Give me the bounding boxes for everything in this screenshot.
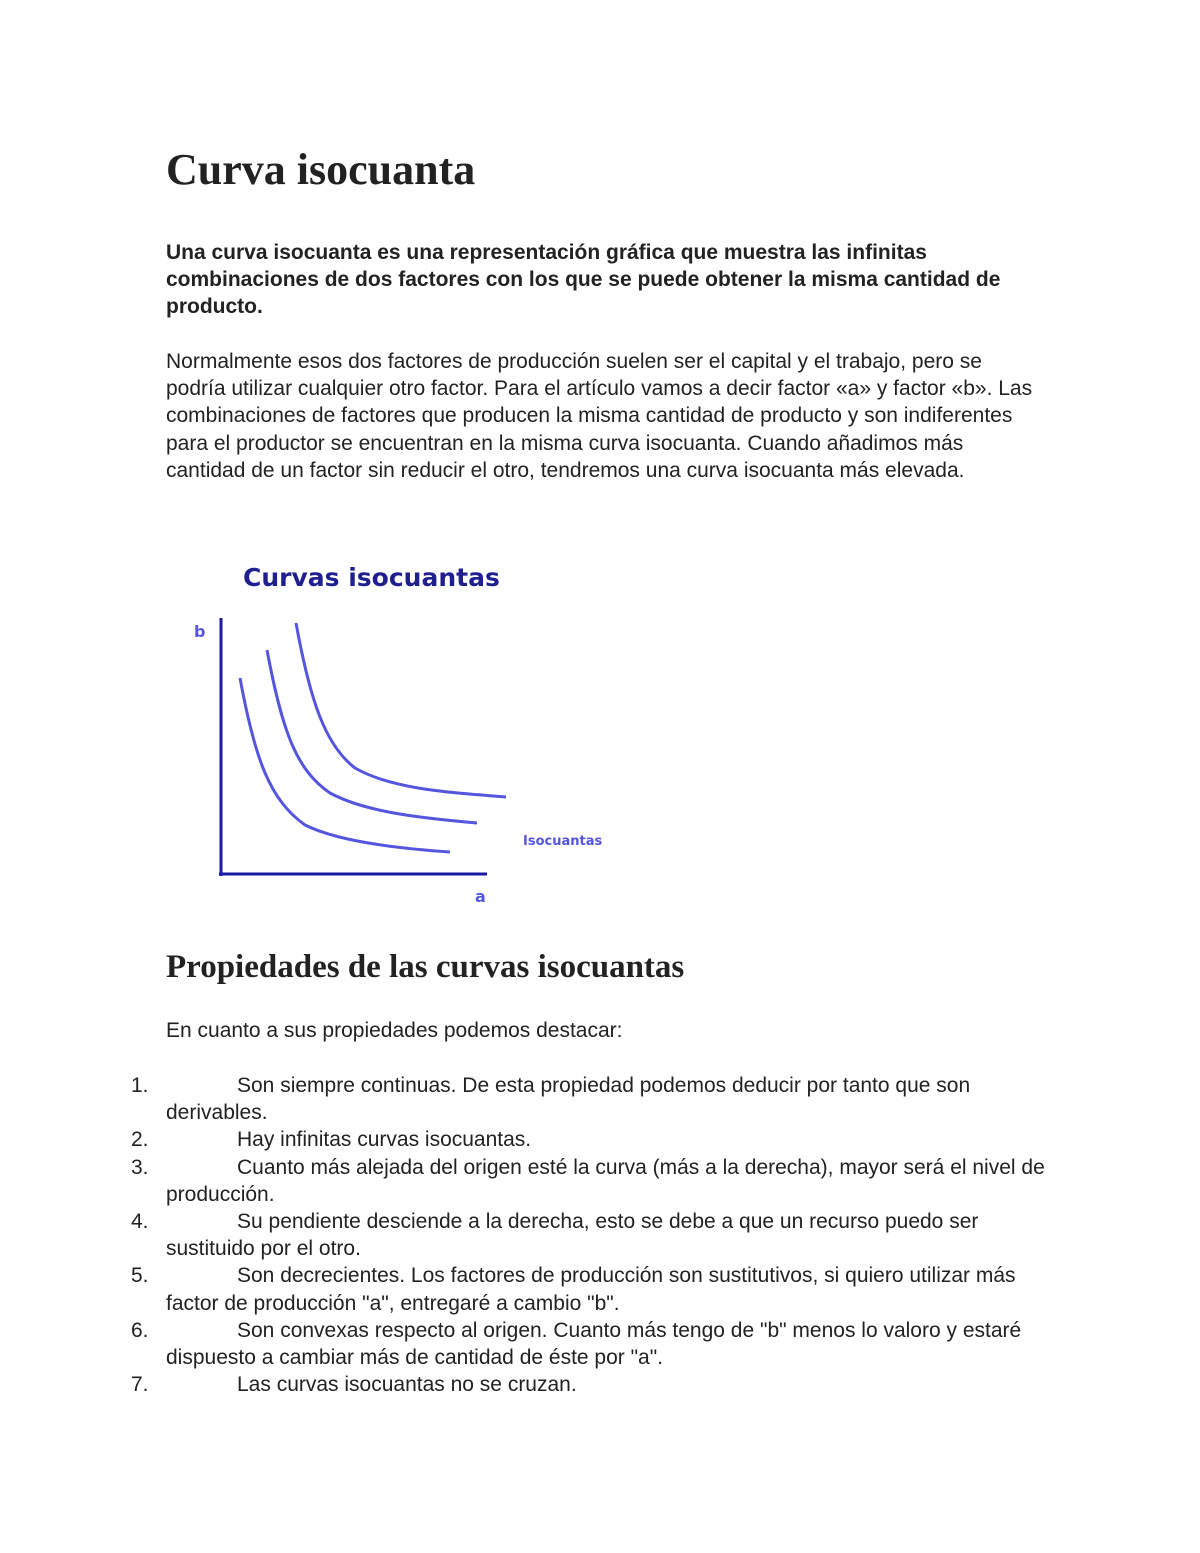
list-item bbox=[0, 1371, 1046, 1398]
list-item bbox=[0, 1317, 1046, 1371]
x-axis-label: a bbox=[475, 887, 486, 906]
intro-definition: Una curva isocuanta es una representación gráfica que muestra las infinitas combinaciones de dos factores con los que se puede obtener la misma cantidad de producto. bbox=[166, 241, 1001, 318]
list-item bbox=[0, 1072, 1046, 1126]
list-item bbox=[0, 1262, 1046, 1316]
body-paragraph: Normalmente esos dos factores de producción suelen ser el capital y el trabajo, pero se podría utilizar cualquier otro factor. Para el artículo vamos a decir factor «a» y factor «b». Las combinaciones de factores que producen la misma cantidad de producto y son indiferentes para el productor se encuentran en la misma curva isocuanta. Cuando añadimos más cantidad de un factor sin reducir el otro, tendremos una curva isocuanta más elevada. bbox=[166, 350, 1033, 482]
list-item-text: Son decrecientes. Los factores de producción son sustitutivos, si quiero utilizar más factor de producción "a", entregaré a cambio "b". bbox=[166, 1264, 1016, 1315]
list-number: 5. bbox=[131, 1264, 149, 1288]
isoquant-curve-1 bbox=[240, 678, 450, 852]
list-number: 2. bbox=[131, 1128, 149, 1152]
list-item bbox=[0, 1126, 1046, 1153]
list-item-text: Son convexas respecto al origen. Cuanto más tengo de "b" menos lo valoro y estaré dispuesto a cambiar más de cantidad de éste por "a". bbox=[166, 1318, 1022, 1370]
list-item-text: Hay infinitas curvas isocuantas. bbox=[237, 1128, 532, 1152]
properties-intro: En cuanto a sus propiedades podemos destacar: bbox=[166, 1019, 623, 1042]
list-number: 6. bbox=[131, 1318, 149, 1342]
page-title: Curva isocuanta bbox=[166, 145, 476, 194]
list-number: 7. bbox=[131, 1373, 149, 1397]
list-item-text: Cuanto más alejada del origen esté la curva (más a la derecha), mayor será el nivel de producción. bbox=[166, 1155, 1045, 1206]
isoquant-curve-3 bbox=[296, 623, 506, 797]
figure-title: Curvas isocuantas bbox=[243, 563, 500, 592]
y-axis-label: b bbox=[194, 622, 206, 641]
list-number: 3. bbox=[131, 1155, 149, 1179]
list-item-text: Son siempre continuas. De esta propiedad podemos deducir por tanto que son derivables. bbox=[166, 1074, 971, 1125]
properties-list bbox=[0, 1072, 1200, 1398]
list-item-text: Su pendiente desciende a la derecha, esto se debe a que un recurso puedo ser sustituido por el otro. bbox=[166, 1210, 979, 1261]
list-item bbox=[0, 1208, 1046, 1262]
section-title: Propiedades de las curvas isocuantas bbox=[166, 949, 685, 985]
list-number: 1. bbox=[131, 1074, 149, 1097]
list-item-text: Las curvas isocuantas no se cruzan. bbox=[237, 1373, 577, 1397]
legend-label: Isocuantas bbox=[523, 834, 603, 849]
isoquant-curve-2 bbox=[267, 650, 477, 823]
list-number: 4. bbox=[131, 1210, 149, 1234]
list-item bbox=[0, 1154, 1046, 1208]
